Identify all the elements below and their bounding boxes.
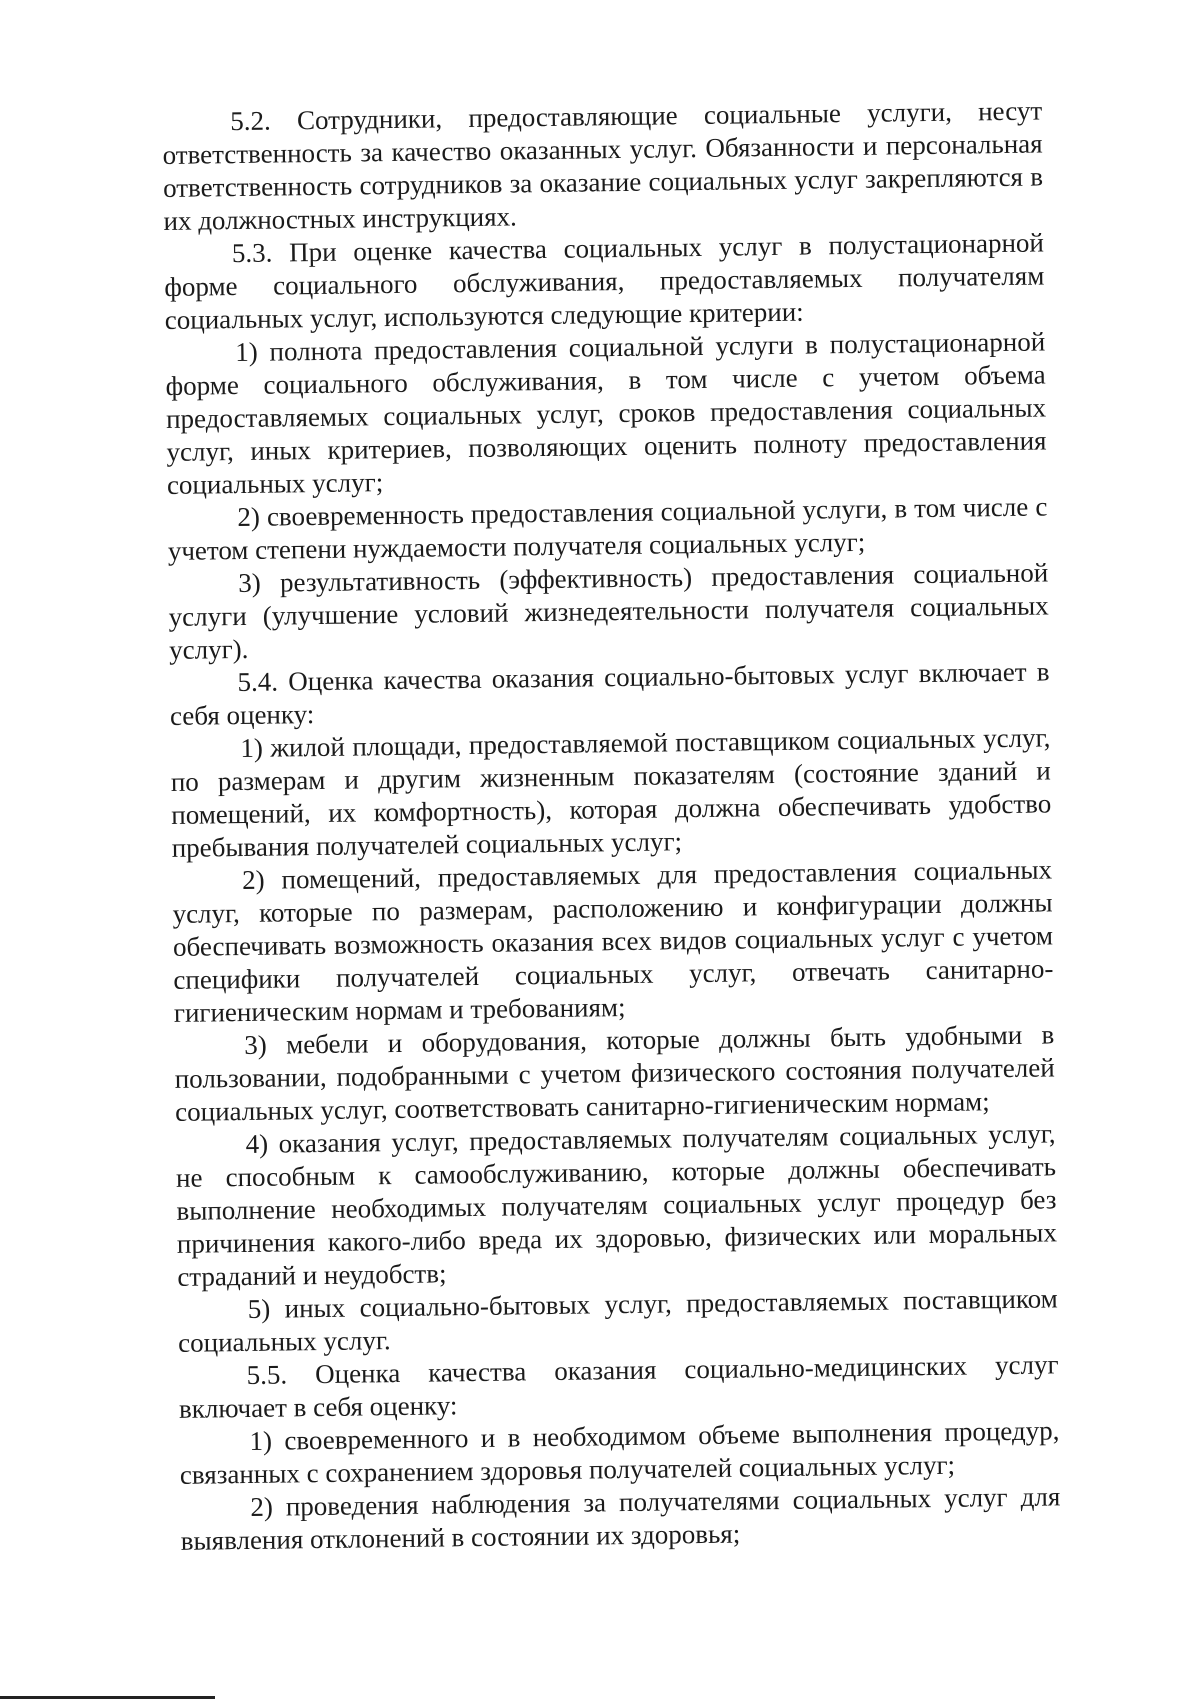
criteria-item-1: 1) полнота предоставления социальной услуги в полустационарной форме социального обслуживания, в том числе с учетом объема предоставляемых социальных услуг, сроков предоставления социальных услуг, иных критериев, позволяющих оценить полноту предоставления социальных услуг;: [165, 326, 1047, 500]
household-item-3: 3) мебели и оборудования, которые должны быть удобными в пользовании, подобранными с учетом физического состояния получателей социальных услуг, соответствовать санитарно-гигиеническим нормам;: [174, 1019, 1055, 1127]
paragraph-5-3: 5.3. При оценке качества социальных услуг в полустационарной форме социального обслуживания, предоставляемых получателям социальных услуг, используются следующие критерии:: [164, 227, 1045, 335]
household-item-5: 5) иных социально-бытовых услуг, предоставляемых поставщиком социальных услуг.: [177, 1283, 1058, 1358]
paragraph-5-2: 5.2. Сотрудники, предоставляющие социальные услуги, несут ответственность за качество оказанных услуг. Обязанности и персональная ответственность сотрудников за оказание социальных услуг закрепляются в их должностных инструкциях.: [162, 95, 1044, 236]
criteria-item-3: 3) результативность (эффективность) предоставления социальной услуги (улучшение условий жизнедеятельности получателя социальных услуг).: [168, 557, 1049, 665]
household-item-2: 2) помещений, предоставляемых для предоставления социальных услуг, которые по размерам, расположению и конфигурации должны обеспечивать возможность оказания всех видов социальных услуг с учетом специфики получателей социальных услуг, отвечать санитарно-гигиеническим нормам и требованиям;: [172, 854, 1054, 1028]
paragraph-5-4: 5.4. Оценка качества оказания социально-бытовых услуг включает в себя оценку:: [169, 656, 1050, 731]
household-item-1: 1) жилой площади, предоставляемой поставщиком социальных услуг, по размерам и другим жизненным показателям (состояние зданий и помещений, их комфортность), которая должна обеспечивать удобство пребывания получателей социальных услуг;: [170, 722, 1052, 863]
bottom-rule: [0, 1696, 215, 1699]
medical-item-1: 1) своевременного и в необходимом объеме выполнения процедур, связанных с сохранением здоровья получателей социальных услуг;: [179, 1415, 1060, 1490]
document-body: [162, 94, 1061, 1557]
paragraph-5-5: 5.5. Оценка качества оказания социально-медицинских услуг включает в себя оценку:: [178, 1349, 1059, 1424]
household-item-4: 4) оказания услуг, предоставляемых получателям социальных услуг, не способным к самообслуживанию, которые должны обеспечивать выполнение необходимых получателям социальных услуг процедур без причинения какого-либо вреда их здоровью, физических или моральных страданий и неудобств;: [175, 1118, 1058, 1292]
criteria-item-2: 2) своевременность предоставления социальной услуги, в том числе с учетом степени нуждаемости получателя социальных услуг;: [167, 491, 1048, 566]
medical-item-2: 2) проведения наблюдения за получателями социальных услуг для выявления отклонений в состоянии их здоровья;: [180, 1481, 1061, 1556]
